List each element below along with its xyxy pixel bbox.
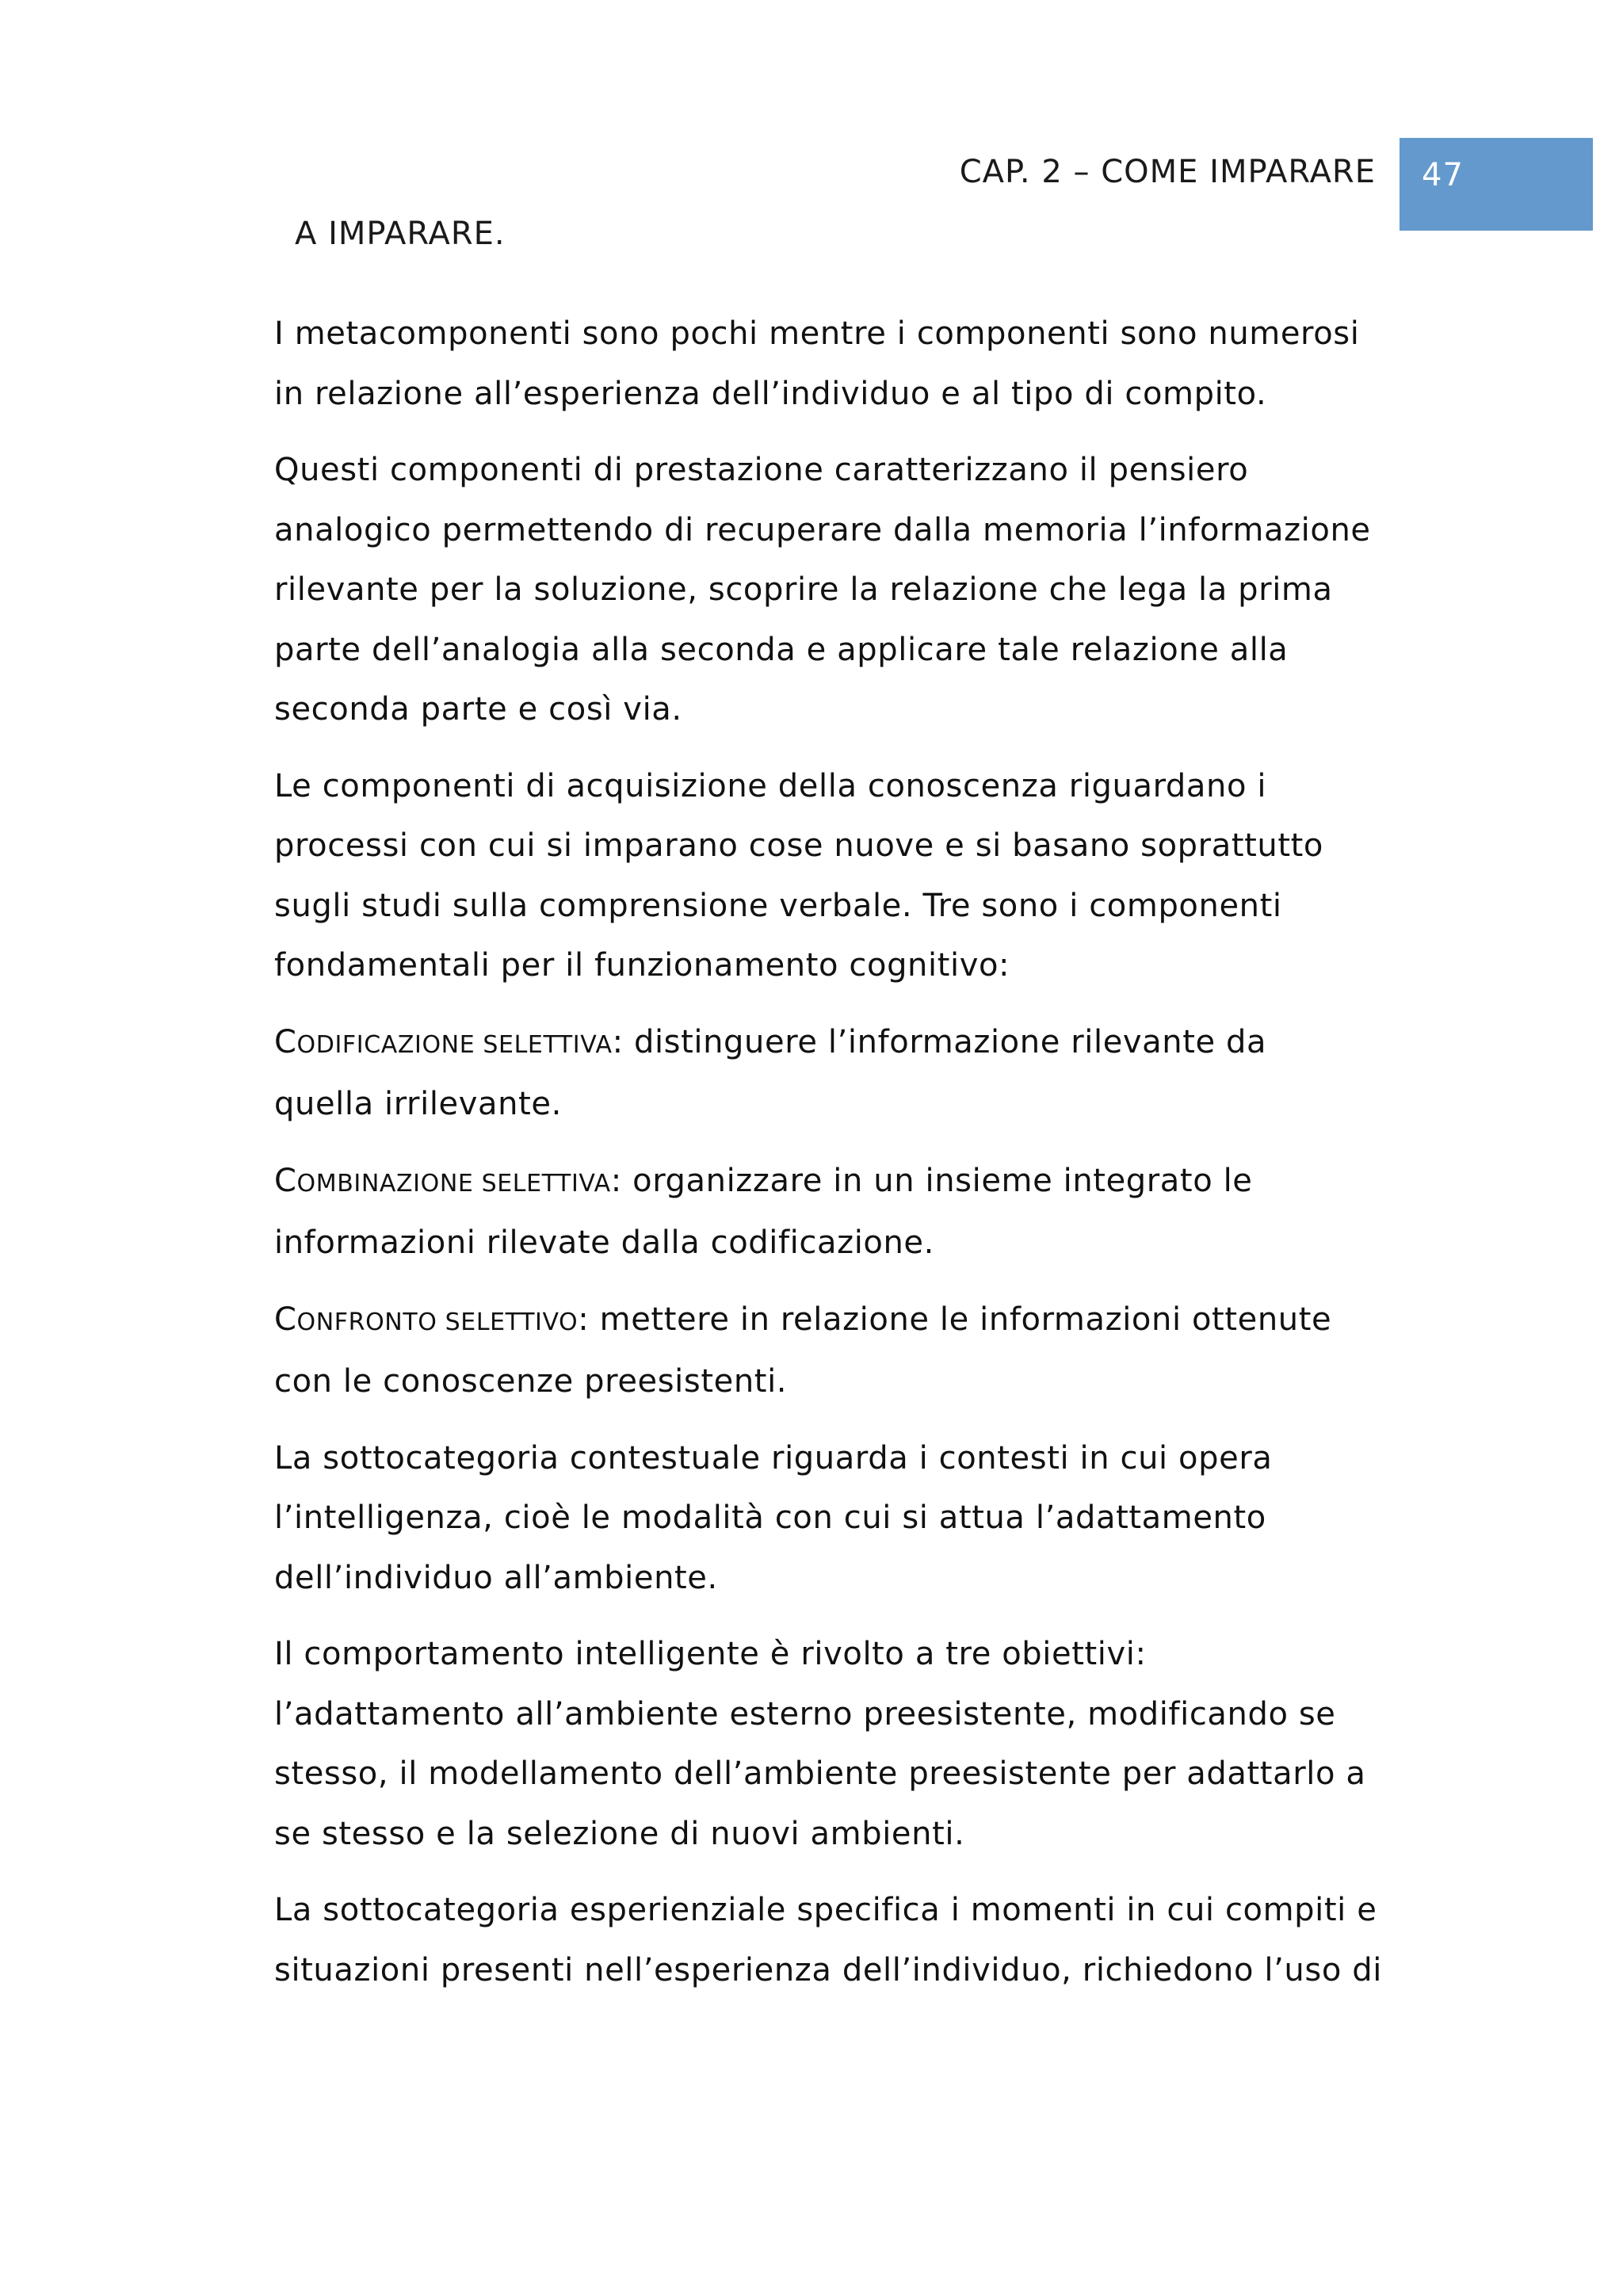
body-text [274, 304, 1392, 2017]
paragraph-selective-combination [274, 1152, 1392, 1274]
paragraph-experiential-subcategory [274, 1881, 1392, 2000]
text-line: Le componenti di acquisizione della conoscenza riguardano i [274, 767, 1267, 804]
text-line: se stesso e la selezione di nuovi ambienti. [274, 1815, 965, 1852]
definition-text: : mettere in relazione le informazioni ottenute [578, 1301, 1332, 1338]
text-line: Questi componenti di prestazione caratterizzano il pensiero [274, 452, 1249, 488]
text-line: stesso, il modellamento dell’ambiente preesistente per adattarlo a [274, 1755, 1366, 1792]
term-small-caps: OMBINAZIONE SELETTIVA [296, 1169, 611, 1198]
running-head: CAP. 2 – COME IMPARARE [959, 154, 1376, 190]
text-line: Il comportamento intelligente è rivolto a tre obiettivi: [274, 1636, 1147, 1672]
paragraph-intelligent-behaviour [274, 1625, 1392, 1864]
term-initial: C [274, 1162, 297, 1199]
text-line: rilevante per la soluzione, scoprire la relazione che lega la prima [274, 571, 1333, 608]
running-head-continuation: A IMPARARE. [295, 216, 506, 252]
text-line: l’intelligenza, cioè le modalità con cui si attua l’adattamento [274, 1499, 1266, 1536]
paragraph-performance-components [274, 441, 1392, 740]
text-line [274, 1013, 1392, 1075]
term-small-caps: ONFRONTO SELETTIVO [296, 1308, 579, 1336]
text-line: in relazione all’esperienza dell’individuo e al tipo di compito. [274, 375, 1267, 412]
page-number-box [1400, 138, 1593, 231]
text-line: analogico permettendo di recuperare dalla memoria l’informazione [274, 511, 1371, 548]
page-number: 47 [1422, 157, 1464, 193]
text-line [274, 1152, 1392, 1214]
definition-text: : organizzare in un insieme integrato le [610, 1162, 1253, 1199]
term-initial: C [274, 1023, 297, 1060]
text-line: fondamentali per il funzionamento cognitivo: [274, 947, 1010, 984]
text-line [274, 1290, 1392, 1353]
text-line: sugli studi sulla comprensione verbale. Tre sono i componenti [274, 887, 1282, 924]
text-line: l’adattamento all’ambiente esterno preesistente, modificando se [274, 1695, 1336, 1733]
term-initial: C [274, 1301, 297, 1338]
text-line: informazioni rilevate dalla codificazione. [274, 1224, 934, 1261]
text-line: parte dell’analogia alla seconda e applicare tale relazione alla [274, 631, 1289, 668]
text-line: La sottocategoria contestuale riguarda i contesti in cui opera [274, 1439, 1273, 1477]
text-line: I metacomponenti sono pochi mentre i componenti sono numerosi [274, 315, 1360, 352]
text-line: seconda parte e così via. [274, 691, 682, 728]
paragraph-metacomponents [274, 304, 1392, 424]
text-line: con le conoscenze preesistenti. [274, 1363, 788, 1400]
term-small-caps: ODIFICAZIONE SELETTIVA [296, 1030, 613, 1059]
text-line: quella irrilevante. [274, 1086, 562, 1122]
text-line: dell’individuo all’ambiente. [274, 1559, 718, 1596]
definition-text: : distinguere l’informazione rilevante da [612, 1023, 1267, 1060]
text-line: situazioni presenti nell’esperienza dell’individuo, richiedono l’uso di [274, 1951, 1382, 1988]
text-line: La sottocategoria esperienziale specifica i momenti in cui compiti e [274, 1892, 1377, 1928]
paragraph-knowledge-acquisition [274, 757, 1392, 996]
paragraph-selective-comparison [274, 1290, 1392, 1412]
paragraph-selective-encoding [274, 1013, 1392, 1135]
paragraph-contextual-subcategory [274, 1429, 1392, 1609]
text-line: processi con cui si imparano cose nuove e si basano soprattutto [274, 827, 1323, 864]
